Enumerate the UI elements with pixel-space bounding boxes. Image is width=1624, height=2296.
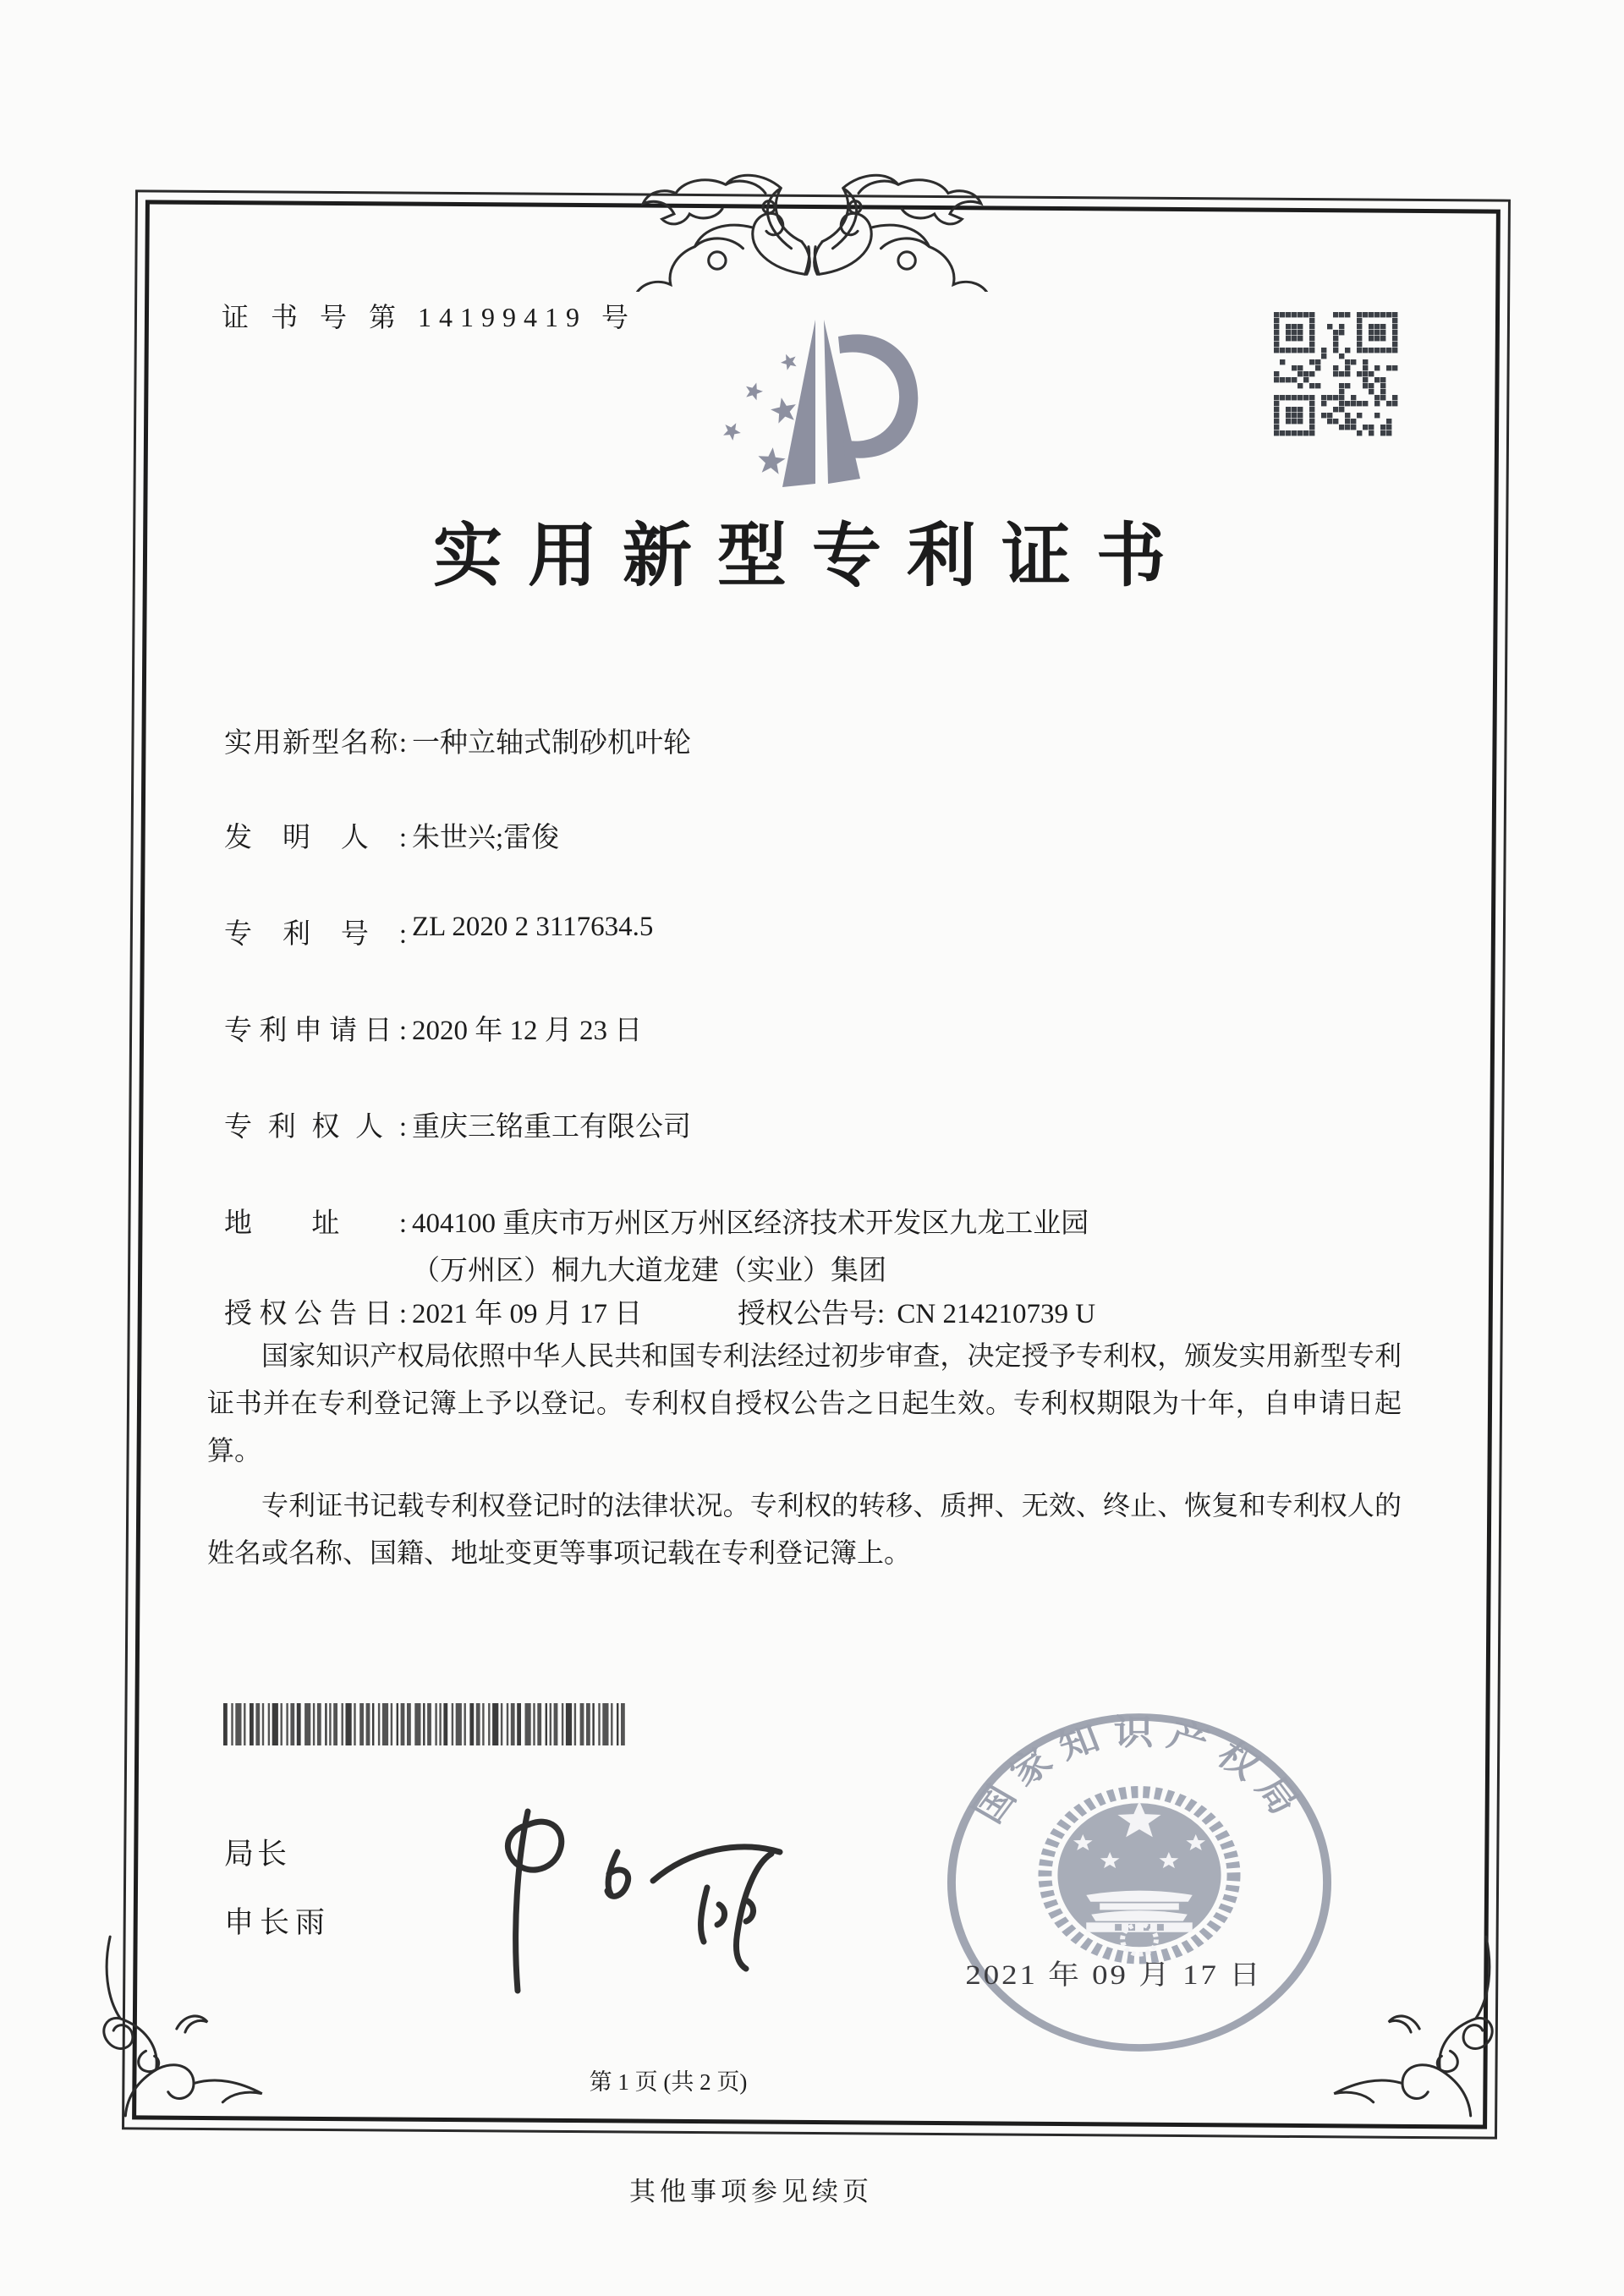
field-label: 专利申请日: <box>224 1016 407 1046</box>
director-handwritten-signature-icon <box>440 1800 812 2004</box>
seal-ring-text: 国家知识产权局 <box>965 1713 1314 1830</box>
field-label: 授权公告日: <box>224 1299 407 1329</box>
twin-dragon-ornament-icon <box>588 138 1036 292</box>
field-label: 地址: <box>224 1208 407 1239</box>
barcode-icon <box>222 1701 631 1747</box>
field-value: 2021 年 09 月 17 日 <box>412 1299 643 1329</box>
seal-date: 2021 年 09 月 17 日 <box>965 1959 1263 1991</box>
continuation-note: 其他事项参见续页 <box>629 2177 873 2206</box>
director-role: 局长 <box>224 1838 291 1871</box>
statutory-text <box>207 1332 1402 1584</box>
field-label: 发明人: <box>224 823 407 853</box>
certificate-title: 实用新型专利证书 <box>432 518 1191 595</box>
field-grant-date <box>224 1291 642 1331</box>
cnipa-official-seal-icon <box>941 1708 1337 2057</box>
field-value: ZL 2020 2 3117634.5 <box>412 912 654 942</box>
statutory-paragraph-1: 国家知识产权局依照中华人民共和国专利法经过初步审查，决定授予专利权，颁发实用新型专利证书并在专利登记簿上予以登记。专利权自授权公告之日起生效。专利权期限为十年，自申请日起算。 <box>207 1340 1402 1466</box>
field-value: 404100 重庆市万州区万州区经济技术开发区九龙工业园 <box>412 1208 1089 1239</box>
field-label: 实用新型名称: <box>224 728 407 759</box>
field-value: 朱世兴;雷俊 <box>412 823 560 853</box>
field-filing-date <box>224 1008 642 1048</box>
field-grant-number <box>738 1291 1095 1331</box>
field-patent-number <box>224 912 653 951</box>
field-address-line2: （万州区）桐九大道龙建（实业）集团 <box>412 1256 886 1286</box>
qr-code-icon <box>1271 310 1402 440</box>
field-label: 专利权人: <box>224 1112 407 1143</box>
field-value: 一种立轴式制砂机叶轮 <box>412 728 691 759</box>
field-value: CN 214210739 U <box>897 1299 1096 1329</box>
statutory-paragraph-2: 专利证书记载专利权登记时的法律状况。专利权的转移、质押、无效、终止、恢复和专利权人的姓名或名称、国籍、地址变更等事项记载在专利登记簿上。 <box>207 1490 1402 1568</box>
field-address <box>224 1201 1089 1241</box>
certificate-number: 证 书 号 第 14199419 号 <box>222 302 637 332</box>
floral-corner-flourish-icon <box>95 1926 291 2123</box>
cnipa-logo-icon <box>689 311 924 504</box>
field-value: 2020 年 12 月 23 日 <box>412 1016 643 1046</box>
director-name: 申长雨 <box>224 1906 332 1939</box>
field-label: 授权公告号: <box>738 1299 886 1329</box>
field-utility-model-name <box>224 721 691 760</box>
field-label: 专利号: <box>224 919 407 950</box>
field-value: 重庆三铭重工有限公司 <box>412 1112 691 1143</box>
field-patentee <box>224 1104 691 1144</box>
page-number: 第 1 页 (共 2 页) <box>589 2069 748 2095</box>
field-inventor <box>224 815 559 855</box>
